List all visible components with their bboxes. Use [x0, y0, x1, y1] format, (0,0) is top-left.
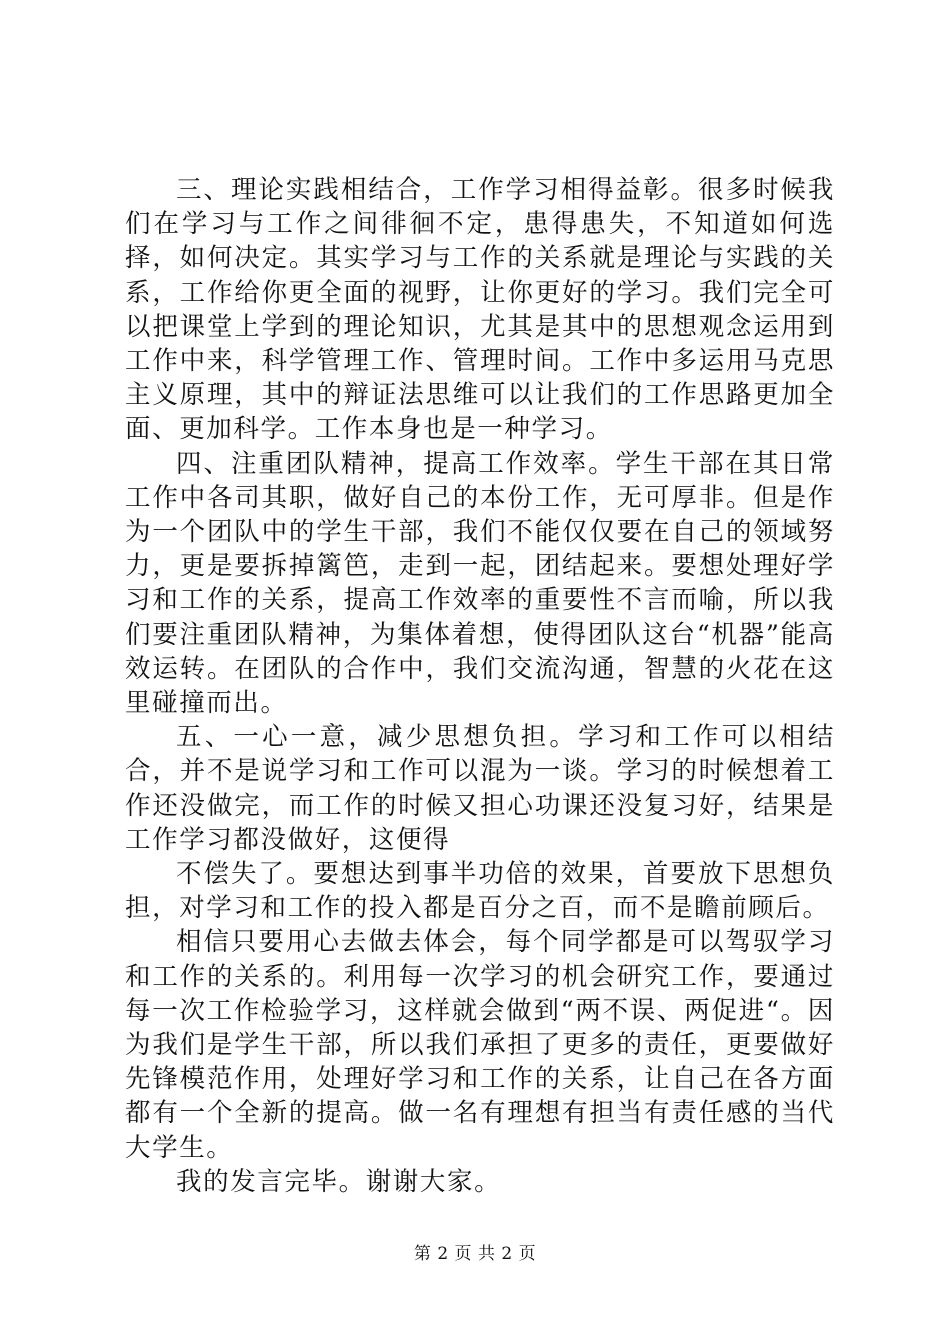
paragraph-focus: 五、一心一意，减少思想负担。学习和工作可以相结合，并不是说学习和工作可以混为一谈。学习的时候想着工作还没做完，而工作的时候又担心功课还没复习好，结果是工作学习都没做好，这便得	[125, 722, 835, 855]
paragraph-closing: 我的发言完毕。谢谢大家。	[176, 1166, 502, 1197]
page-footer: 第 2 页 共 2 页	[413, 1244, 537, 1264]
paragraph-focus-continued: 不偿失了。要想达到事半功倍的效果，首要放下思想负担，对学习和工作的投入都是百分之百，而不是瞻前顾后。	[125, 859, 835, 924]
paragraph-team-spirit: 四、注重团队精神，提高工作效率。学生干部在其日常工作中各司其职，做好自己的本份工作，无可厚非。但是作为一个团队中的学生干部，我们不能仅仅要在自己的领域努力，更是要拆掉篱笆，走到一起，团结起来。要想处理好学习和工作的关系，提高工作效率的重要性不言而喻，所以我们要注重团队精神，为集体着想，使得团队这台“机器”能高效运转。在团队的合作中，我们交流沟通，智慧的火花在这里碰撞而出。	[125, 448, 835, 719]
paragraph-theory-practice: 三、理论实践相结合，工作学习相得益彰。很多时候我们在学习与工作之间徘徊不定，患得患失，不知道如何选择，如何决定。其实学习与工作的关系就是理论与实践的关系，工作给你更全面的视野，让你更好的学习。我们完全可以把课堂上学到的理论知识，尤其是其中的思想观念运用到工作中来，科学管理工作、管理时间。工作中多运用马克思主义原理，其中的辩证法思维可以让我们的工作思路更加全面、更加科学。工作本身也是一种学习。	[125, 175, 835, 445]
document-body	[125, 173, 835, 1199]
paragraph-conclusion: 相信只要用心去做去体会，每个同学都是可以驾驭学习和工作的关系的。利用每一次学习的机会研究工作，要通过每一次工作检验学习，这样就会做到“两不误、两促进“。因为我们是学生干部，所以我们承担了更多的责任，更要做好先锋模范作用，处理好学习和工作的关系，让自己在各方面都有一个全新的提高。做一名有理想有担当有责任感的当代大学生。	[125, 927, 835, 1163]
